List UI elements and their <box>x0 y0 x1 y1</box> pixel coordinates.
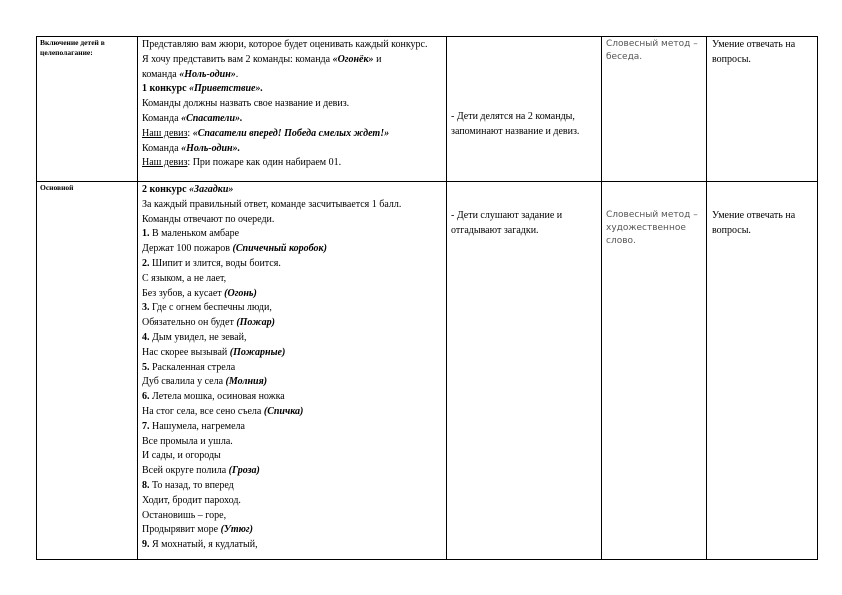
riddle-line <box>142 257 442 272</box>
contest-title: 1 конкурс «Приветствие». <box>142 83 263 95</box>
riddle-text: Держат 100 пожаров <box>142 243 233 255</box>
method-text: Словесный метод – беседа. <box>606 39 698 62</box>
riddle-text: То назад, то вперед <box>149 479 234 491</box>
motto-label: Наш девиз <box>142 157 188 169</box>
stage-label: Основной <box>40 183 74 192</box>
riddle-text: Раскаленная стрела <box>149 361 236 373</box>
riddle-number: 8. <box>142 479 150 491</box>
children-activity: - Дети слушают задание и отгадывают загадки. <box>451 210 563 236</box>
children-activity-cell <box>447 182 602 560</box>
riddle-line <box>142 301 442 316</box>
riddle-line <box>142 316 442 331</box>
riddle-answer: (Спичка) <box>263 405 304 417</box>
riddle-text: Где с огнем беспечны люди, <box>149 302 272 314</box>
riddle-text: Без зубов, а кусает <box>142 287 225 299</box>
result-cell <box>707 182 818 560</box>
riddle-text: Дуб свалила у села <box>142 376 226 388</box>
riddle-line <box>142 494 442 509</box>
method-text: Словесный метод – художественное слово. <box>606 210 698 246</box>
riddle-number: 6. <box>142 391 150 403</box>
riddle-text: Всей округе полила <box>142 465 229 477</box>
riddle-line <box>142 538 442 553</box>
riddle-number: 3. <box>142 302 150 314</box>
riddle-text: Я мохнатый, я кудлатый, <box>149 539 258 551</box>
team-name: «Ноль-один» <box>179 68 236 80</box>
riddle-answer: (Пожар) <box>236 317 275 329</box>
riddle-line <box>142 420 442 435</box>
result-cell <box>707 37 818 182</box>
riddle-text: Нас скорее вызывай <box>142 346 230 358</box>
riddle-text: Дым увидел, не зевай, <box>149 331 247 343</box>
riddle-line <box>142 346 442 361</box>
riddle-text: На стог села, все сено съела <box>142 405 264 417</box>
motto-label: Наш девиз <box>142 127 188 139</box>
riddle-text: Шипит и злится, воды боится. <box>149 257 281 269</box>
riddle-answer: (Пожарные) <box>229 346 286 358</box>
motto-line: Наш девиз: «Спасатели вперед! Победа смелых ждет!» <box>142 127 390 139</box>
motto-line: Наш девиз: При пожаре как один набираем 01. <box>142 157 342 169</box>
riddle-answer: (Гроза) <box>228 465 260 477</box>
content-cell <box>138 182 447 560</box>
riddle-line <box>142 509 442 524</box>
stage-cell <box>37 37 138 182</box>
riddle-line <box>142 287 442 302</box>
riddle-line <box>142 523 442 538</box>
riddle-number: 7. <box>142 420 150 432</box>
riddle-number: 1. <box>142 228 150 240</box>
table-row <box>37 182 818 560</box>
riddle-line <box>142 390 442 405</box>
riddle-number: 4. <box>142 331 150 343</box>
riddle-number: 2. <box>142 257 150 269</box>
riddle-line <box>142 272 442 287</box>
result-text: Умение отвечать на вопросы. <box>712 39 796 65</box>
riddle-line <box>142 479 442 494</box>
riddle-line <box>142 361 442 376</box>
riddle-answer: (Утюг) <box>220 524 253 536</box>
team-name: «Огонёк» <box>332 53 374 65</box>
riddle-line <box>142 227 442 242</box>
riddle-line <box>142 242 442 257</box>
contest-task: Команды должны назвать свое название и девиз. <box>142 98 350 110</box>
contest-rules: За каждый правильный ответ, команде засчитывается 1 балл. Команды отвечают по очереди. <box>142 198 402 225</box>
riddle-line <box>142 464 442 479</box>
team-line: Команда «Спасатели». <box>142 112 243 124</box>
children-activity: - Дети делятся на 2 команды, запоминают название и девиз. <box>451 111 580 137</box>
content-cell <box>138 37 447 182</box>
riddle-answer: (Огонь) <box>224 287 257 299</box>
jury-intro: Представляю вам жюри, которое будет оценивать каждый конкурс. <box>142 39 428 50</box>
riddle-text: В маленьком амбаре <box>149 228 240 240</box>
riddle-answer: (Молния) <box>225 376 268 388</box>
riddle-text: И сады, и огороды <box>142 450 221 462</box>
teams-intro: Я хочу представить вам 2 команды: команда «Огонёк» и <box>142 53 382 65</box>
children-activity-cell <box>447 37 602 182</box>
riddle-text: Остановишь – горе, <box>142 509 227 521</box>
table-row <box>37 37 818 182</box>
riddles-list <box>142 227 442 553</box>
riddle-text: Продырявит море <box>142 524 221 536</box>
riddle-answer: (Спичечный коробок) <box>232 243 327 255</box>
riddle-text: С языком, а не лает, <box>142 272 227 284</box>
teams-intro-line2: команда «Ноль-один». <box>142 68 239 80</box>
riddle-line <box>142 375 442 390</box>
riddle-line <box>142 405 442 420</box>
riddle-number: 5. <box>142 361 150 373</box>
riddle-line <box>142 331 442 346</box>
riddle-line <box>142 435 442 450</box>
method-cell <box>602 37 707 182</box>
method-cell <box>602 182 707 560</box>
riddle-line <box>142 449 442 464</box>
riddle-text: Нашумела, нагремела <box>149 420 245 432</box>
riddle-number: 9. <box>142 539 150 551</box>
riddle-text: Обязательно он будет <box>142 317 237 329</box>
stage-cell <box>37 182 138 560</box>
riddle-text: Летела мошка, осиновая ножка <box>149 391 285 403</box>
contest-title: 2 конкурс «Загадки» <box>142 184 234 195</box>
lesson-plan-table <box>36 36 818 560</box>
riddle-text: Ходит, бродит пароход. <box>142 494 241 506</box>
stage-label: Включение детей в целеполагание: <box>40 38 105 57</box>
team-line: Команда «Ноль-один». <box>142 142 241 154</box>
result-text: Умение отвечать на вопросы. <box>712 210 796 236</box>
riddle-text: Все промыла и ушла. <box>142 435 233 447</box>
